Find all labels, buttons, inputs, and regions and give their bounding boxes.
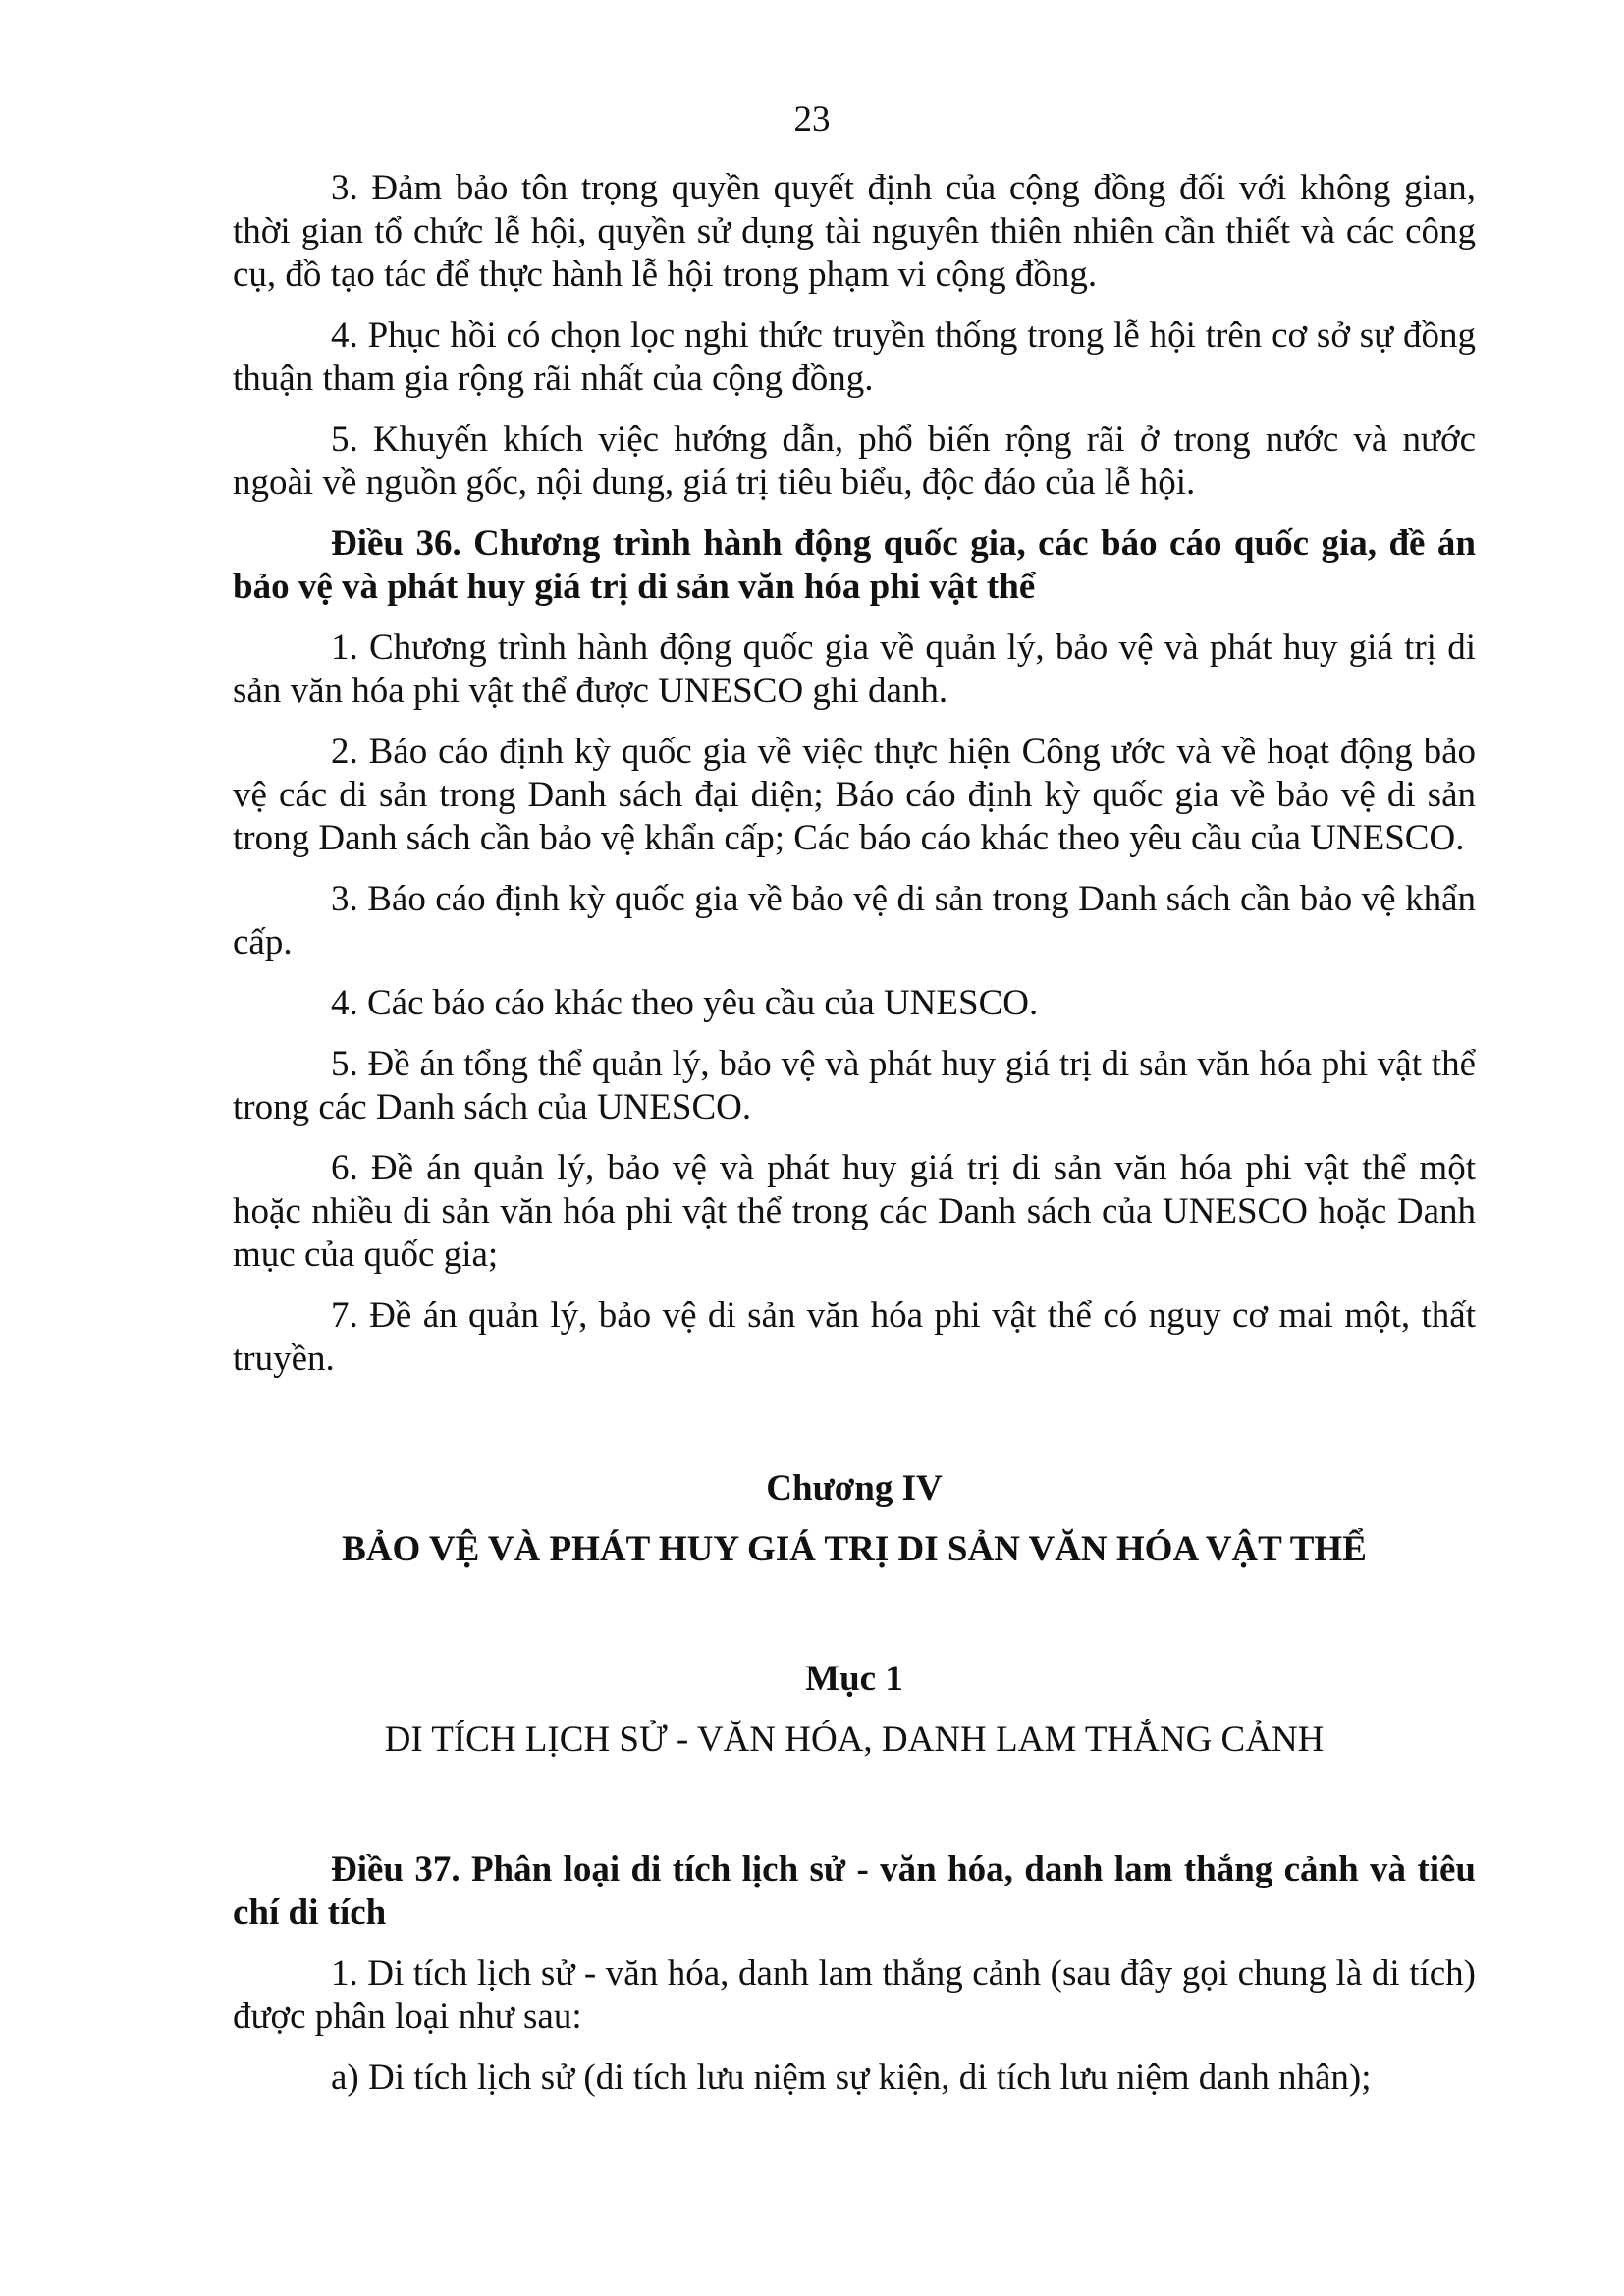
- section-title: Mục 1: [805, 1659, 903, 1699]
- page-number: 23: [793, 99, 831, 139]
- chapter-title: Chương IV: [766, 1468, 943, 1508]
- chapter-name: BẢO VỆ VÀ PHÁT HUY GIÁ TRỊ DI SẢN VĂN HÓA VẬT THỂ: [342, 1529, 1367, 1569]
- paragraph: 1. Di tích lịch sử - văn hóa, danh lam thắng cảnh (sau đây gọi chung là di tích) được phân loại như sau:: [233, 1953, 1476, 2037]
- paragraph: a) Di tích lịch sử (di tích lưu niệm sự kiện, di tích lưu niệm danh nhân);: [331, 2057, 1372, 2098]
- section-name: DI TÍCH LỊCH SỬ - VĂN HÓA, DANH LAM THẮNG CẢNH: [384, 1720, 1325, 1760]
- paragraph: 7. Đề án quản lý, bảo vệ di sản văn hóa phi vật thể có nguy cơ mai một, thất truyền.: [233, 1295, 1476, 1379]
- paragraph: 5. Khuyến khích việc hướng dẫn, phổ biến rộng rãi ở trong nước và nước ngoài về nguồn gốc, nội dung, giá trị tiêu biểu, độc đáo của lễ hội.: [233, 419, 1476, 503]
- paragraph: 3. Đảm bảo tôn trọng quyền quyết định của cộng đồng đối với không gian, thời gian tổ chức lễ hội, quyền sử dụng tài nguyên thiên nhiên cần thiết và các công cụ, đồ tạo tác để thực hành lễ hội trong phạm vi cộng đồng.: [233, 168, 1476, 295]
- chapter-header: [233, 1467, 1476, 1762]
- paragraph: 4. Các báo cáo khác theo yêu cầu của UNESCO.: [331, 983, 1039, 1023]
- page-content: [233, 167, 1476, 2117]
- paragraph: 5. Đề án tổng thể quản lý, bảo vệ và phát huy giá trị di sản văn hóa phi vật thể trong các Danh sách của UNESCO.: [233, 1044, 1476, 1127]
- paragraph: 2. Báo cáo định kỳ quốc gia về việc thực hiện Công ước và về hoạt động bảo vệ các di sản trong Danh sách đại diện; Báo cáo định kỳ quốc gia về bảo vệ di sản trong Danh sách cần bảo vệ khẩn cấp; Các báo cáo khác theo yêu cầu của UNESCO.: [233, 732, 1476, 858]
- paragraph: 1. Chương trình hành động quốc gia về quản lý, bảo vệ và phát huy giá trị di sản văn hóa phi vật thể được UNESCO ghi danh.: [233, 628, 1476, 711]
- article-37-heading: Điều 37. Phân loại di tích lịch sử - văn hóa, danh lam thắng cảnh và tiêu chí di tích: [233, 1849, 1476, 1933]
- paragraph: 4. Phục hồi có chọn lọc nghi thức truyền thống trong lễ hội trên cơ sở sự đồng thuận tham gia rộng rãi nhất của cộng đồng.: [233, 315, 1476, 399]
- paragraph: 6. Đề án quản lý, bảo vệ và phát huy giá trị di sản văn hóa phi vật thể một hoặc nhiều di sản văn hóa phi vật thể trong các Danh sách của UNESCO hoặc Danh mục của quốc gia;: [233, 1148, 1476, 1275]
- paragraph: 3. Báo cáo định kỳ quốc gia về bảo vệ di sản trong Danh sách cần bảo vệ khẩn cấp.: [233, 879, 1476, 962]
- article-36-heading: Điều 36. Chương trình hành động quốc gia, các báo cáo quốc gia, đề án bảo vệ và phát huy giá trị di sản văn hóa phi vật thể: [233, 523, 1476, 607]
